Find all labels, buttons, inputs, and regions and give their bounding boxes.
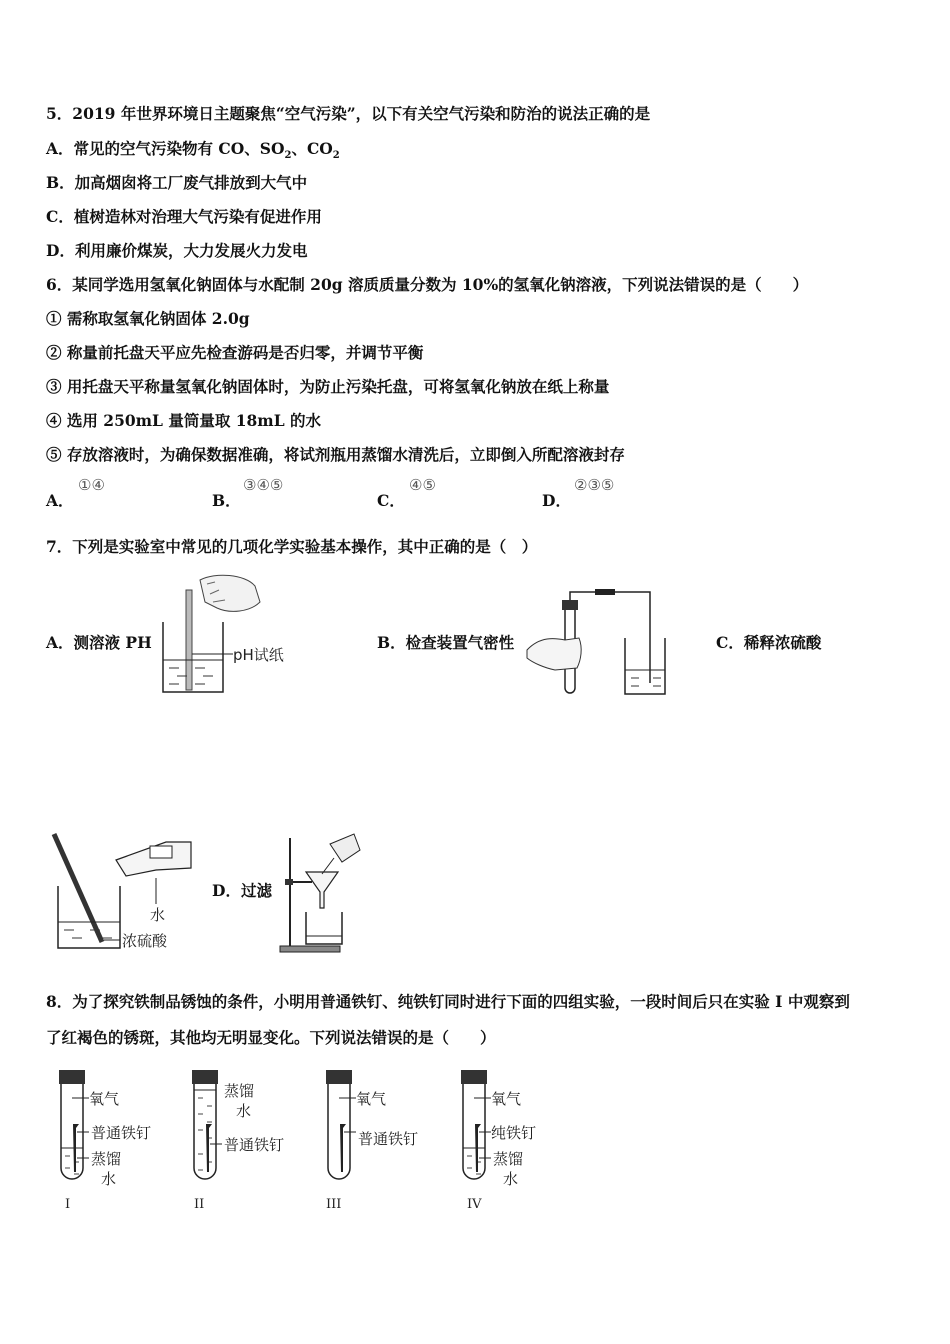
tube-i-bot2: 水 — [101, 1170, 117, 1188]
q6-stem: 6．某同学选用氢氧化钠固体与水配制 20g 溶质质量分数为 10%的氢氧化钠溶液，下列说法错误的是（ ） — [46, 275, 809, 294]
tube-ii-figure — [188, 1068, 308, 1214]
tube-i-roman: I — [65, 1197, 71, 1212]
dilution-figure — [46, 830, 226, 954]
tube-i-figure — [55, 1068, 165, 1214]
q5-option-a — [46, 137, 340, 161]
q6-option-a-value: ①④ — [78, 476, 105, 494]
tube-iii-figure — [322, 1068, 442, 1214]
q7-stem: 7．下列是实验室中常见的几项化学实验基本操作，其中正确的是（ ） — [46, 537, 538, 556]
ph-test-figure — [155, 572, 295, 700]
acid-label: 浓硫酸 — [122, 932, 168, 950]
q5-stem: 5．2019 年世界环境日主题聚焦“空气污染”，以下有关空气污染和防治的说法正确的是 — [46, 104, 651, 123]
tube-i-bot1: 蒸馏 — [91, 1150, 122, 1168]
tube-ii-mid: 普通铁钉 — [224, 1136, 285, 1154]
q5-option-a-mid: 、CO — [291, 139, 333, 158]
q5-option-b: B．加高烟囱将工厂废气排放到大气中 — [46, 173, 308, 192]
q6-statement-4: ④ 选用 250mL 量筒量取 18mL 的水 — [46, 411, 322, 430]
tube-i-top: 氧气 — [89, 1090, 120, 1108]
q7-option-a: A．测溶液 PH — [46, 633, 152, 652]
q5-option-a-text: A．常见的空气污染物有 CO、SO — [46, 139, 285, 158]
tube-i-mid: 普通铁钉 — [91, 1124, 152, 1142]
q6-option-c-value: ④⑤ — [409, 476, 436, 494]
q7-option-d: D．过滤 — [212, 881, 272, 900]
q5-option-a-sub2: 2 — [332, 150, 340, 162]
water-label: 水 — [150, 906, 166, 924]
q6-statement-3: ③ 用托盘天平称量氢氧化钠固体时，为防止污染托盘，可将氢氧化钠放在纸上称量 — [46, 377, 610, 396]
filtration-figure — [276, 832, 386, 954]
q5-option-d: D．利用廉价煤炭，大力发展火力发电 — [46, 241, 308, 260]
tube-iv-top: 氧气 — [491, 1090, 522, 1108]
q7-option-b: B．检查装置气密性 — [377, 633, 515, 652]
q8-stem-line2: 了红褐色的锈斑，其他均无明显变化。下列说法错误的是（ ） — [46, 1028, 496, 1047]
q6-option-d-label: D． — [542, 491, 571, 510]
tube-iv-bot2: 水 — [503, 1170, 519, 1188]
airtightness-figure — [525, 588, 675, 700]
tube-ii-top2: 水 — [236, 1102, 252, 1120]
q6-statement-2: ② 称量前托盘天平应先检查游码是否归零，并调节平衡 — [46, 343, 424, 362]
q7-option-c: C．稀释浓硫酸 — [716, 633, 822, 652]
q6-option-d-value: ②③⑤ — [574, 476, 615, 494]
q6-option-b-value: ③④⑤ — [243, 476, 284, 494]
q6-statement-5: ⑤ 存放溶液时，为确保数据准确，将试剂瓶用蒸馏水清洗后，立即倒入所配溶液封存 — [46, 445, 625, 464]
tube-iv-bot1: 蒸馏 — [493, 1150, 524, 1168]
q6-statement-1: ① 需称取氢氧化钠固体 2.0g — [46, 309, 250, 328]
tube-iii-top: 氧气 — [356, 1090, 387, 1108]
tube-ii-roman: II — [194, 1197, 205, 1212]
q6-option-c-label: C． — [377, 491, 405, 510]
tube-iv-mid: 纯铁钉 — [491, 1124, 537, 1142]
q8-stem-line1: 8．为了探究铁制品锈蚀的条件，小明用普通铁钉、纯铁钉同时进行下面的四组实验，一段时间后只在实验 I 中观察到 — [46, 992, 850, 1011]
tube-iii-mid: 普通铁钉 — [358, 1130, 419, 1148]
tube-ii-top: 蒸馏 — [224, 1082, 255, 1100]
tube-iv-roman: IV — [467, 1197, 482, 1212]
q5-option-c: C．植树造林对治理大气污染有促进作用 — [46, 207, 322, 226]
q6-option-a-label: A． — [46, 491, 74, 510]
ph-paper-label: pH试纸 — [233, 646, 284, 664]
q5-option-a-sub1: 2 — [284, 150, 292, 162]
tube-iv-figure — [457, 1068, 567, 1214]
tube-iii-roman: III — [326, 1197, 342, 1212]
q6-option-b-label: B． — [212, 491, 241, 510]
